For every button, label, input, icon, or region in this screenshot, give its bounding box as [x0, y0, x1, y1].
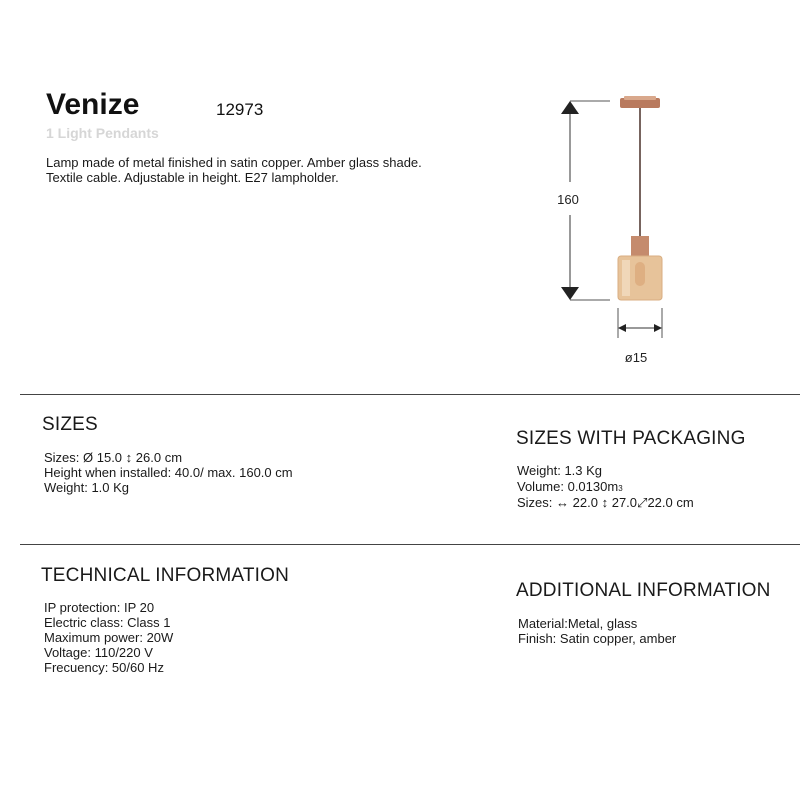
arrow-horizontal-icon: ↔ — [556, 495, 570, 510]
height-dimension — [557, 101, 610, 300]
weight-line: Weight: 1.0 Kg — [44, 480, 130, 495]
packaging-title: SIZES WITH PACKAGING — [516, 428, 746, 449]
packaging-volume: Volume: $0.0130m^3$ — [517, 479, 623, 494]
sizes-list — [44, 450, 293, 495]
material: Material:Metal, glass — [518, 616, 638, 631]
arrow-diagonal-icon: ⤢ — [637, 495, 648, 510]
divider-middle — [20, 544, 800, 545]
height-installed-line: Height when installed: 40.0/ max. 160.0 cm — [44, 465, 293, 480]
additional-title: ADDITIONAL INFORMATION — [516, 580, 771, 601]
product-description: Lamp made of metal finished in satin copper. Amber glass shade. Textile cable. Adjustable in height. E27 lampholder. — [46, 155, 422, 185]
product-category: 1 Light Pendants — [46, 125, 159, 141]
product-name: Venize — [46, 88, 140, 121]
packaging-sizes: Sizes: ↔ 22.0 ↕ 27.0⤢22.0 cm — [517, 495, 694, 510]
height-label: 160 — [557, 192, 579, 207]
packaging-weight: Weight: 1.3 Kg — [517, 463, 603, 478]
maximum-power: Maximum power: 20W — [44, 630, 174, 645]
finish: Finish: Satin copper, amber — [518, 631, 677, 646]
sizes-title: SIZES — [42, 414, 98, 435]
electric-class: Electric class: Class 1 — [44, 615, 171, 630]
diameter-label: ø15 — [624, 350, 648, 365]
technical-list — [44, 600, 173, 675]
ip-protection: IP protection: IP 20 — [44, 600, 155, 615]
voltage: Voltage: 110/220 V — [44, 645, 153, 660]
lamp-diagram — [540, 90, 680, 380]
divider-top — [20, 394, 800, 395]
diameter-dimension — [618, 308, 662, 365]
sizes-line: Sizes: Ø 15.0 ↕ 26.0 cm — [44, 450, 183, 465]
arrow-vertical-icon: ↕ — [125, 450, 133, 465]
additional-list — [518, 616, 676, 646]
arrow-vertical-icon: ↕ — [601, 495, 609, 510]
packaging-list — [517, 463, 694, 511]
frequency: Frecuency: 50/60 Hz — [44, 660, 164, 675]
technical-title: TECHNICAL INFORMATION — [41, 565, 290, 586]
lampholder — [631, 236, 649, 258]
product-code: 12973 — [216, 100, 264, 119]
